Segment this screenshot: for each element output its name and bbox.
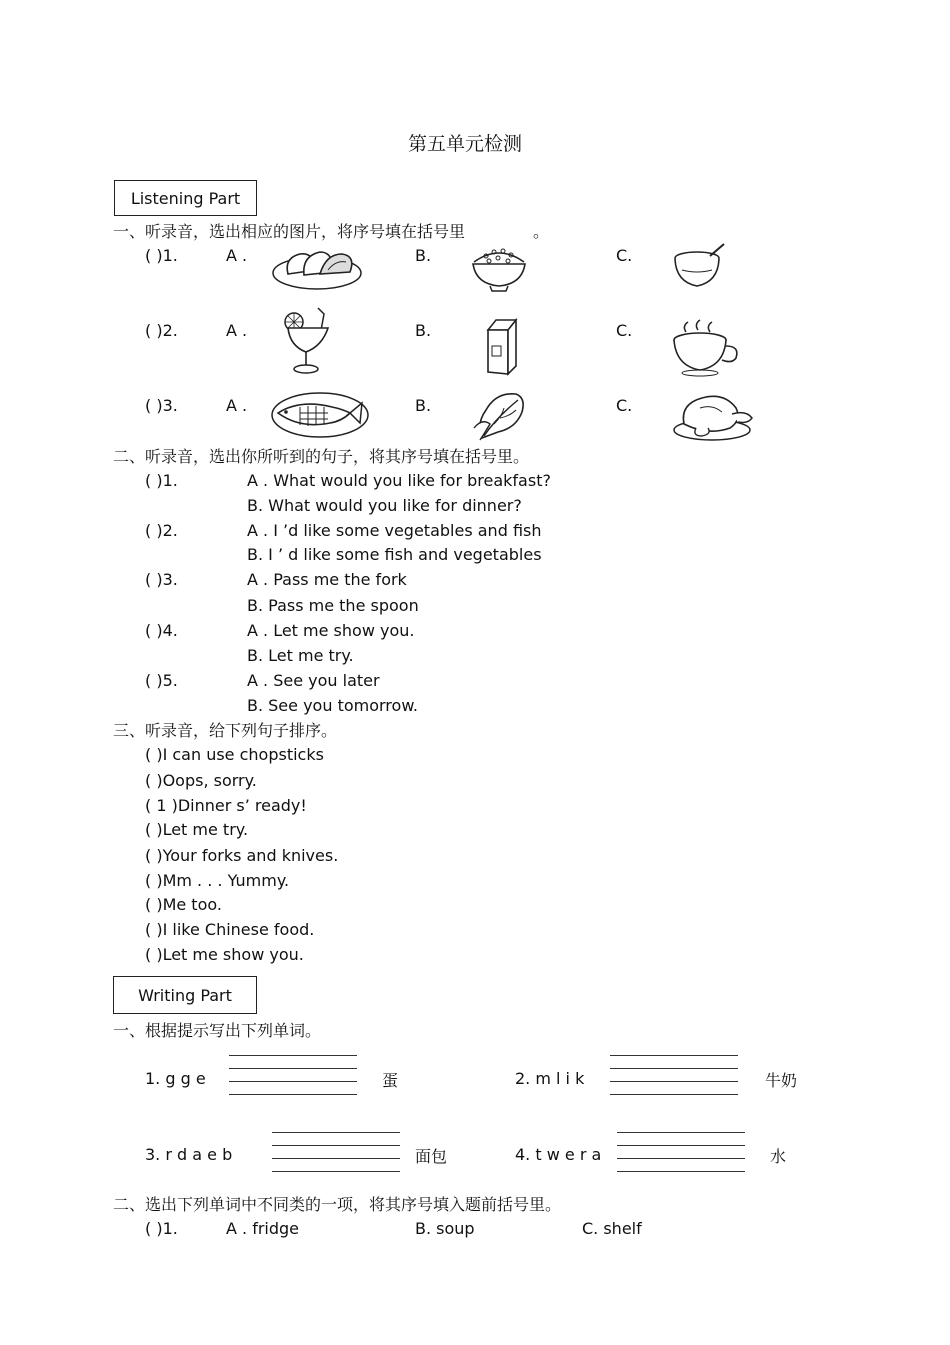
listening-q1-prefix: ( )1. [145,246,178,265]
order-item: ( )Oops, sorry. [145,771,257,790]
listening-q3-option-c: C. [616,396,633,415]
bread-slices-icon [270,240,366,292]
word-item-3-label: 3. r d a e b [145,1145,233,1164]
juice-glass-icon [280,306,342,376]
writing-line[interactable] [610,1068,738,1069]
milk-carton-icon [482,318,522,376]
s2-q3-option-b: B. Pass me the spoon [247,596,419,615]
word-item-4-meaning: 水 [770,1147,787,1166]
s2-q1-option-a: A . What would you like for breakfast? [247,471,551,490]
writing-line[interactable] [229,1055,357,1056]
writing-line[interactable] [229,1081,357,1082]
s2-q5-prefix: ( )5. [145,671,178,690]
s2-q4-option-b: B. Let me try. [247,646,354,665]
order-item: ( )Your forks and knives. [145,846,339,865]
listening-section-1-instruction: 一、听录音，选出相应的图片，将序号填在括号里 [113,222,466,241]
order-item: ( 1 )Dinner s’ ready! [145,796,307,815]
order-item: ( )Mm . . . Yummy. [145,871,290,890]
listening-q3-prefix: ( )3. [145,396,178,415]
word-item-2-label: 2. m l i k [515,1069,585,1088]
w2-q1-option-c: C. shelf [582,1219,642,1238]
w2-q1-option-b: B. soup [415,1219,475,1238]
s2-q3-prefix: ( )3. [145,570,178,589]
order-item: ( )Let me show you. [145,945,304,964]
soup-bowl-icon [670,242,730,294]
s2-q1-prefix: ( )1. [145,471,178,490]
s2-q5-option-b: B. See you tomorrow. [247,696,419,715]
writing-line[interactable] [229,1068,357,1069]
listening-section-1-end-mark: 。 [533,222,550,241]
order-item: ( )Me too. [145,895,222,914]
listening-part-label: Listening Part [130,188,241,208]
hot-tea-cup-icon [670,318,742,378]
writing-line[interactable] [617,1158,745,1159]
writing-line[interactable] [610,1081,738,1082]
writing-part-label: Writing Part [138,985,232,1005]
s2-q4-prefix: ( )4. [145,621,178,640]
writing-line[interactable] [272,1158,400,1159]
writing-section-2-instruction: 二、选出下列单词中不同类的一项，将其序号填入题前括号里。 [113,1195,562,1214]
word-item-3-meaning: 面包 [415,1147,448,1166]
roast-chicken-icon [672,390,756,444]
s2-q2-option-b: B. I ’ d like some fish and vegetables [247,545,542,564]
listening-q2-option-c: C. [616,321,633,340]
writing-line[interactable] [229,1094,357,1095]
s2-q3-option-a: A . Pass me the fork [247,570,407,589]
listening-part-box [114,180,257,216]
listening-q2-prefix: ( )2. [145,321,178,340]
writing-line[interactable] [617,1132,745,1133]
w2-q1-prefix: ( )1. [145,1219,178,1238]
order-item: ( )Let me try. [145,820,249,839]
writing-section-1-instruction: 一、根据提示写出下列单词。 [113,1021,322,1040]
listening-q3-option-a: A . [226,396,248,415]
s2-q2-prefix: ( )2. [145,521,178,540]
s2-q1-option-b: B. What would you like for dinner? [247,496,522,515]
writing-line[interactable] [610,1094,738,1095]
fish-plate-icon [270,391,370,439]
listening-section-2-instruction: 二、听录音，选出你所听到的句子，将其序号填在括号里。 [113,447,530,466]
rice-bowl-icon [470,240,528,292]
order-item: ( )I like Chinese food. [145,920,315,939]
word-item-2-meaning: 牛奶 [765,1071,798,1090]
listening-q2-option-b: B. [415,321,432,340]
writing-line[interactable] [272,1145,400,1146]
writing-line[interactable] [272,1171,400,1172]
vegetable-icon [472,388,528,442]
s2-q4-option-a: A . Let me show you. [247,621,415,640]
listening-q1-option-a: A . [226,246,248,265]
writing-line[interactable] [610,1055,738,1056]
listening-q1-option-b: B. [415,246,432,265]
s2-q2-option-a: A . I ’d like some vegetables and fish [247,521,542,540]
s2-q5-option-a: A . See you later [247,671,380,690]
word-item-1-label: 1. g g e [145,1069,206,1088]
order-item: ( )I can use chopsticks [145,745,324,764]
word-item-4-label: 4. t w e r a [515,1145,602,1164]
writing-line[interactable] [617,1145,745,1146]
writing-line[interactable] [617,1171,745,1172]
w2-q1-option-a: A . fridge [226,1219,300,1238]
listening-q1-option-c: C. [616,246,633,265]
listening-q2-option-a: A . [226,321,248,340]
word-item-1-meaning: 蛋 [382,1071,399,1090]
writing-part-box [113,976,257,1014]
writing-line[interactable] [272,1132,400,1133]
listening-section-3-instruction: 三、听录音，给下列句子排序。 [113,721,338,740]
listening-q3-option-b: B. [415,396,432,415]
page-title: 第五单元检测 [408,133,523,155]
